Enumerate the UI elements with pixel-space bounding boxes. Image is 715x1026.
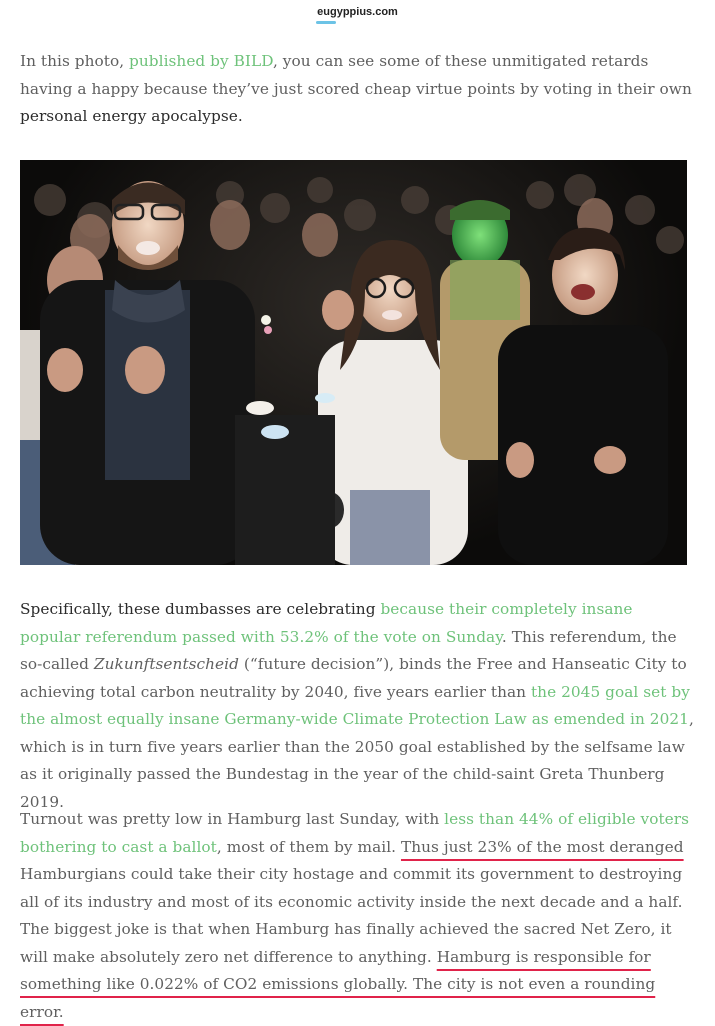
top-bar: [0, 0, 715, 28]
link-referendum-1[interactable]: because their completely insane popular: [20, 600, 633, 646]
p2-text-2: . This referendum, the so-called: [20, 627, 677, 673]
paragraph-1: [20, 48, 695, 131]
paragraph-2: [20, 596, 695, 816]
link-2045-goal[interactable]: the 2045 goal set by the almost equally insane Germany-wide Climate Protection Law as emended in 2021: [20, 682, 690, 728]
p1-text-2: , you can see some of these unmitigated retards having a happy because they’ve just scored cheap virtue points by voting in their own: [20, 52, 692, 98]
celebrating-crowd-photo: [20, 160, 687, 565]
p2-text-3: (“future decision”), binds the Free and Hanseatic City to achieving total carbon neutrality by 2040, five years earlier than: [20, 655, 687, 701]
link-published-by-bild[interactable]: published by BILD: [129, 52, 273, 70]
p3-underlined-2: Hamburg is responsible for something like 0.022% of CO2 emissions globally. The city is not even a rounding error.: [20, 947, 656, 1021]
p3-text-3: Hamburgians could take their city hostage and commit its government to destroying all of its industry and most of its economic activity inside the next decade and a half. The biggest joke is that when Hamburg has finally achieved the sacred Net Zero, it will make absolutely zero net difference to anything.: [20, 865, 683, 966]
p3-underlined-1: Thus just 23% of the most deranged: [400, 837, 684, 856]
site-name[interactable]: eugyppius.com: [317, 6, 398, 18]
link-turnout[interactable]: less than 44% of eligible voters bothering to cast a ballot: [20, 810, 690, 856]
p2-italic-zukunftsentscheid: Zukunftsentscheid: [93, 655, 239, 673]
p2-text-4: , which is in turn five years earlier than the 2050 goal established by the selfsame law as it originally passed the Bundestag in the year of the child-saint Greta Thunberg 2019.: [20, 710, 694, 811]
site-name-underline: [316, 21, 336, 24]
p3-text-1: Turnout was pretty low in Hamburg last Sunday, with: [20, 810, 445, 828]
p1-text-1: In this photo,: [20, 52, 130, 70]
photo-illustration: [20, 160, 687, 565]
paragraph-3: [20, 806, 695, 1026]
p1-text-3: personal energy apocalypse.: [20, 107, 243, 125]
p3-text-2: , most of them by mail.: [216, 837, 401, 856]
link-referendum-2[interactable]: referendum passed with 53.2% of the vote on Sunday: [85, 627, 502, 646]
p2-text-1: Specifically, these dumbasses are celebrating: [20, 600, 381, 618]
